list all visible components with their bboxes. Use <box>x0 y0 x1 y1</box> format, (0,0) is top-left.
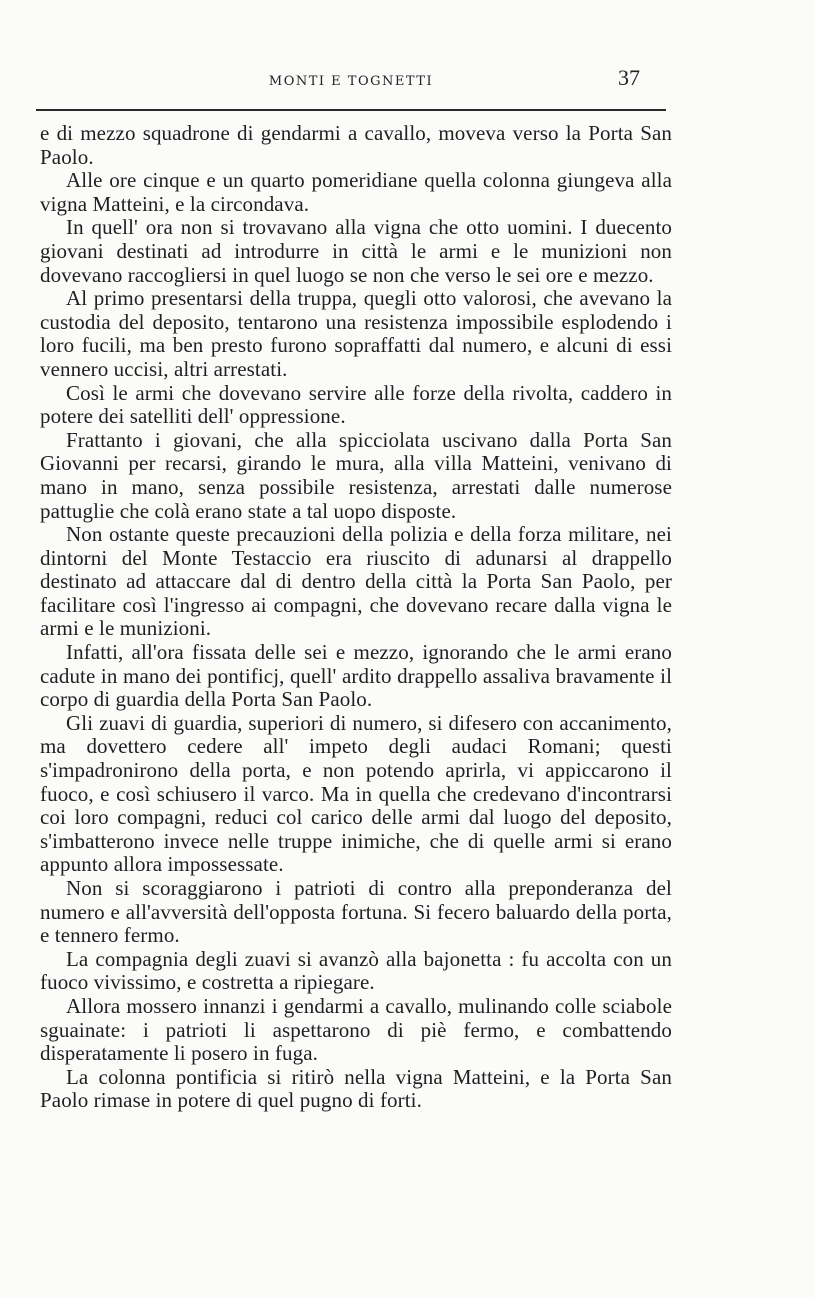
text-body <box>40 122 672 1113</box>
paragraph: Al primo presentarsi della truppa, quegli otto valorosi, che avevano la custodia del deposito, tentarono una resistenza impossibile esplodendo i loro fucili, ma ben presto furono sopraffatti dal numero, e alcuni di essi vennero uccisi, altri arrestati. <box>40 286 672 381</box>
paragraph: e di mezzo squadrone di gendarmi a cavallo, moveva verso la Porta San Paolo. <box>40 121 672 169</box>
paragraph: Così le armi che dovevano servire alle forze della rivolta, caddero in potere dei satelliti dell' oppressione. <box>40 380 672 429</box>
paragraph: Non si scoraggiarono i patrioti di contro alla preponderanza del numero e all'avversità dell'opposta fortuna. Si fecero baluardo della porta, e tennero fermo. <box>40 876 672 948</box>
page-number: 37 <box>618 65 640 90</box>
paragraph: La compagnia degli zuavi si avanzò alla bajonetta : fu accolta con un fuoco vivissimo, e costretta a ripiegare. <box>40 946 672 995</box>
paragraph: Frattanto i giovani, che alla spicciolata uscivano dalla Porta San Giovanni per recarsi, girando le mura, alla villa Matteini, venivano di mano in mano, senza possibile resistenza, arrestati dalle numerose pattuglie che colà erano state a tal uopo disposte. <box>40 427 672 523</box>
header-rule <box>36 109 666 111</box>
paragraph: In quell' ora non si trovavano alla vigna che otto uomini. I duecento giovani destinati ad introdurre in città le armi e le munizioni non dovevano raccogliersi in quel luogo se non che verso le sei ore e mezzo. <box>40 215 672 287</box>
paragraph: Gli zuavi di guardia, superiori di numero, si difesero con accanimento, ma dovettero cedere all' impeto degli audaci Romani; questi s'impadronirono della porta, e non potendo aprirla, vi appiccarono il fuoco, e così schiusero il varco. Ma in quella che credevano d'incontrarsi coi loro compagni, reduci col carico delle armi dal luogo del deposito, s'imbatterono invece nelle truppe inimiche, che di quelle armi si erano appunto allora impossessate. <box>40 710 672 877</box>
running-head <box>36 64 666 94</box>
paragraph: Alle ore cinque e un quarto pomeridiane quella colonna giungeva alla vigna Matteini, e la circondava. <box>40 168 672 216</box>
paragraph: Allora mossero innanzi i gendarmi a cavallo, mulinando colle sciabole sguainate: i patrioti li aspettarono di piè fermo, e combattendo disperatamente li posero in fuga. <box>40 993 672 1066</box>
paragraph: Non ostante queste precauzioni della polizia e della forza militare, nei dintorni del Monte Testaccio era riuscito di adunarsi al drappello destinato ad attaccare dal di dentro della città la Porta San Paolo, per facilitare così l'ingresso ai compagni, che dovevano recare dalla vigna le armi e le munizioni. <box>40 522 672 641</box>
running-title: MONTI E TOGNETTI <box>268 74 434 89</box>
paragraph: La colonna pontificia si ritirò nella vigna Matteini, e la Porta San Paolo rimase in potere di quel pugno di forti. <box>40 1064 672 1113</box>
paragraph: Infatti, all'ora fissata delle sei e mezzo, ignorando che le armi erano cadute in mano dei pontificj, quell' ardito drappello assaliva bravamente il corpo di guardia della Porta San Paolo. <box>40 640 672 712</box>
